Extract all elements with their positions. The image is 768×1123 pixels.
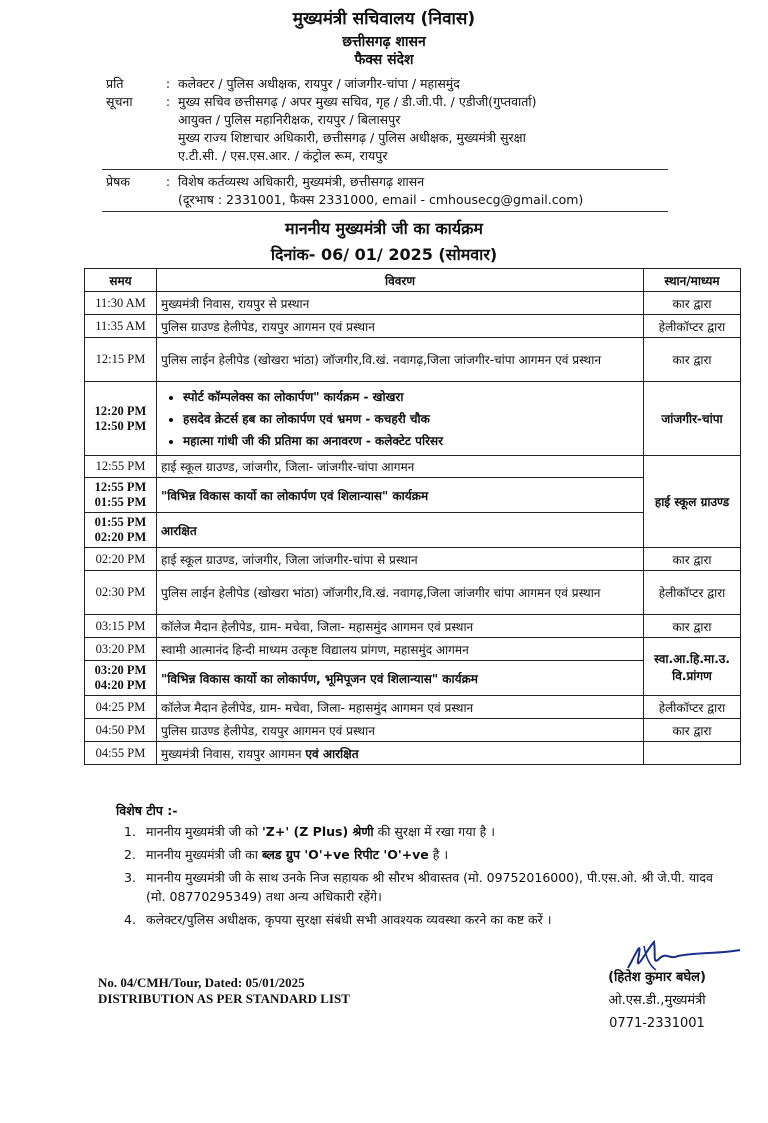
notes-list [124, 822, 724, 933]
details-cell: पुलिस लाईन हेलीपेड (खोखरा भांठा) जॉजगीर,वि.खं. नवागढ़,जिला जांजगीर चांपा आगमन एवं प्रस्थान [157, 571, 644, 615]
office-name: मुख्यमंत्री सचिवालय (निवास) [292, 9, 476, 29]
details-cell: पुलिस लाईन हेलीपेड (खोखरा भांठा) जॉजगीर,वि.खं. नवागढ़,जिला जांजगीर-चांपा आगमन एवं प्रस्थान [157, 338, 644, 382]
time-cell: 03:20 PM 04:20 PM [85, 661, 157, 696]
table-row [85, 719, 741, 742]
details-cell [157, 382, 644, 456]
place-cell: कार द्वारा [644, 615, 741, 638]
time-cell: 01:55 PM 02:20 PM [85, 513, 157, 548]
list-item: • महात्मा गांधी जी की प्रतिमा का अनावरण - कलेक्टेट परिसर [183, 430, 639, 452]
info-line: आयुक्त / पुलिस महानिरीक्षक, रायपुर / बिलासपुर [178, 112, 401, 127]
col-details: विवरण [157, 269, 644, 292]
table-row [85, 292, 741, 315]
signatory-block [582, 966, 732, 1035]
table-row [85, 742, 741, 765]
info-label: सूचना [106, 94, 133, 109]
details-cell: स्वामी आत्मानंद हिन्दी माध्यम उत्कृष्ट विद्यालय प्रांगण, महासमुंद आगमन [157, 638, 644, 661]
details-cell: कॉलेज मैदान हेलीपेड, ग्राम- मचेवा, जिला- महासमुंद आगमन एवं प्रस्थान [157, 696, 644, 719]
table-row [85, 478, 741, 513]
details-cell: पुलिस ग्राउण्ड हेलीपेड, रायपुर आगमन एवं प्रस्थान [157, 315, 644, 338]
table-row [85, 338, 741, 382]
details-cell: मुख्यमंत्री निवास, रायपुर से प्रस्थान [157, 292, 644, 315]
info-row: सूचना : मुख्य सचिव छत्तीसगढ़ / अपर मुख्य सचिव, गृह / डी.जी.पी. / एडीजी(गुप्तवार्ता) [106, 93, 666, 111]
to-value: कलेक्टर / पुलिस अधीक्षक, रायपुर / जांजगीर-चांपा / महासमुंद [178, 76, 460, 91]
place-cell: स्वा.आ.हि.मा.उ. वि.प्रांगण [644, 638, 741, 696]
divider [102, 211, 668, 212]
sender-block: प्रेषक : विशेष कर्तव्यस्थ अधिकारी, मुख्यमंत्री, छत्तीसगढ़ शासन (दूरभाष : 2331001, फैक्स 2331000, email - cmhousecg@gmail.com) [106, 173, 666, 209]
details-cell: आरक्षित [157, 513, 644, 548]
notes-heading: विशेष टीप :- [116, 803, 178, 818]
details-cell: हाई स्कूल ग्राउण्ड, जांजगीर, जिला जांजगीर-चांपा से प्रस्थान [157, 548, 644, 571]
details-cell: कॉलेज मैदान हेलीपेड, ग्राम- मचेवा, जिला- महासमुंद आगमन एवं प्रस्थान [157, 615, 644, 638]
list-item: • स्पोर्ट कॉम्पलेक्स का लोकार्पण" कार्यक्रम - खोखरा [183, 386, 639, 408]
list-item: 2. माननीय मुख्यमंत्री जी का ब्लड ग्रुप 'O'+ve रिपीट 'O'+ve है । [124, 847, 449, 862]
time-cell: 12:20 PM 12:50 PM [85, 382, 157, 456]
place-cell: कार द्वारा [644, 338, 741, 382]
time-cell: 03:20 PM [85, 638, 157, 661]
info-line: ए.टी.सी. / एस.एस.आर. / कंट्रोल रूम, रायपुर [178, 148, 388, 163]
signatory-title: ओ.एस.डी.,मुख्यमंत्री [608, 993, 706, 1008]
list-item: • हसदेव क्रेटर्स हब का लोकार्पण एवं भ्रमण - कचहरी चौक [183, 408, 639, 430]
time-cell: 04:25 PM [85, 696, 157, 719]
time-cell: 04:50 PM [85, 719, 157, 742]
place-cell: हेलीकॉप्टर द्वारा [644, 571, 741, 615]
time-cell: 12:55 PM 01:55 PM [85, 478, 157, 513]
place-cell: हेलीकॉप्टर द्वारा [644, 696, 741, 719]
time-cell: 12:55 PM [85, 456, 157, 478]
time-cell: 03:15 PM [85, 615, 157, 638]
sender-contact: (दूरभाष : 2331001, फैक्स 2331000, email - cmhousecg@gmail.com) [178, 192, 584, 207]
table-row [85, 696, 741, 719]
place-cell: हेलीकॉप्टर द्वारा [644, 315, 741, 338]
table-row [85, 513, 741, 548]
details-cell: "विभिन्न विकास कार्यो का लोकार्पण एवं शिलान्यास" कार्यक्रम [157, 478, 644, 513]
time-cell: 02:20 PM [85, 548, 157, 571]
signatory-phone: 0771-2331001 [609, 1016, 705, 1031]
time-cell: 12:15 PM [85, 338, 157, 382]
info-line: मुख्य सचिव छत्तीसगढ़ / अपर मुख्य सचिव, गृह / डी.जी.पी. / एडीजी(गुप्तवार्ता) [178, 94, 537, 109]
time-cell: 04:55 PM [85, 742, 157, 765]
to-label: प्रति [106, 76, 124, 91]
details-cell: मुख्यमंत्री निवास, रायपुर आगमन एवं आरक्षित [157, 742, 644, 765]
list-item: 1. माननीय मुख्यमंत्री जी को 'Z+' (Z Plus) श्रेणी की सुरक्षा में रखा गया है । [124, 824, 496, 839]
table-row [85, 456, 741, 478]
recipients-block [106, 75, 666, 165]
list-item: 4. कलेक्टर/पुलिस अधीक्षक, कृपया सुरक्षा संबंधी सभी आवश्यक व्यवस्था करने का कष्ट करें । [124, 912, 552, 927]
col-place: स्थान/माध्यम [644, 269, 741, 292]
reference-number: No. 04/CMH/Tour, Dated: 05/01/2025 [98, 975, 305, 990]
time-cell: 02:30 PM [85, 571, 157, 615]
signatory-name: (हितेश कुमार बघेल) [608, 970, 706, 985]
table-row [85, 661, 741, 696]
place-cell [644, 742, 741, 765]
to-row: प्रति : कलेक्टर / पुलिस अधीक्षक, रायपुर / जांजगीर-चांपा / महासमुंद [106, 75, 666, 93]
program-title: माननीय मुख्यमंत्री जी का कार्यक्रम [285, 219, 483, 238]
event-list [161, 386, 639, 452]
place-cell: हाई स्कूल ग्राउण्ड [644, 456, 741, 548]
col-time: समय [85, 269, 157, 292]
details-cell: हाई स्कूल ग्राउण्ड, जांजगीर, जिला- जांजगीर-चांपा आगमन [157, 456, 644, 478]
government-name: छत्तीसगढ़ शासन [342, 34, 426, 50]
list-item: 3. माननीय मुख्यमंत्री जी के साथ उनके निज सहायक श्री सौरभ श्रीवास्तव (मो. 09752016000), पी.एस.ओ. श्री जे.पी. यादव (मो. 08770295349) तथा अन्य अधिकारी रहेंगे। [124, 870, 714, 904]
schedule-table [84, 268, 741, 765]
program-date: दिनांक- 06/ 01/ 2025 (सोमवार) [270, 245, 498, 264]
info-line: मुख्य राज्य शिष्टाचार अधिकारी, छत्तीसगढ़ / पुलिस अधीक्षक, मुख्यमंत्री सुरक्षा [178, 130, 526, 145]
table-row [85, 615, 741, 638]
table-row [85, 571, 741, 615]
divider [102, 169, 668, 170]
details-cell: "विभिन्न विकास कार्यो का लोकार्पण, भूमिपूजन एवं शिलान्यास" कार्यक्रम [157, 661, 644, 696]
place-cell: कार द्वारा [644, 548, 741, 571]
table-header [85, 269, 741, 292]
table-row [85, 382, 741, 456]
time-cell: 11:35 AM [85, 315, 157, 338]
place-cell: कार द्वारा [644, 719, 741, 742]
table-row [85, 638, 741, 661]
distribution-note: DISTRIBUTION AS PER STANDARD LIST [98, 991, 350, 1006]
time-cell: 11:30 AM [85, 292, 157, 315]
sender-value: विशेष कर्तव्यस्थ अधिकारी, मुख्यमंत्री, छत्तीसगढ़ शासन [178, 174, 425, 189]
sender-label: प्रेषक [106, 174, 130, 189]
table-row [85, 548, 741, 571]
reference-block [98, 975, 350, 1007]
details-cell: पुलिस ग्राउण्ड हेलीपेड, रायपुर आगमन एवं प्रस्थान [157, 719, 644, 742]
document-type: फैक्स संदेश [354, 52, 414, 68]
place-cell: कार द्वारा [644, 292, 741, 315]
table-row [85, 315, 741, 338]
place-cell: जांजगीर-चांपा [644, 382, 741, 456]
